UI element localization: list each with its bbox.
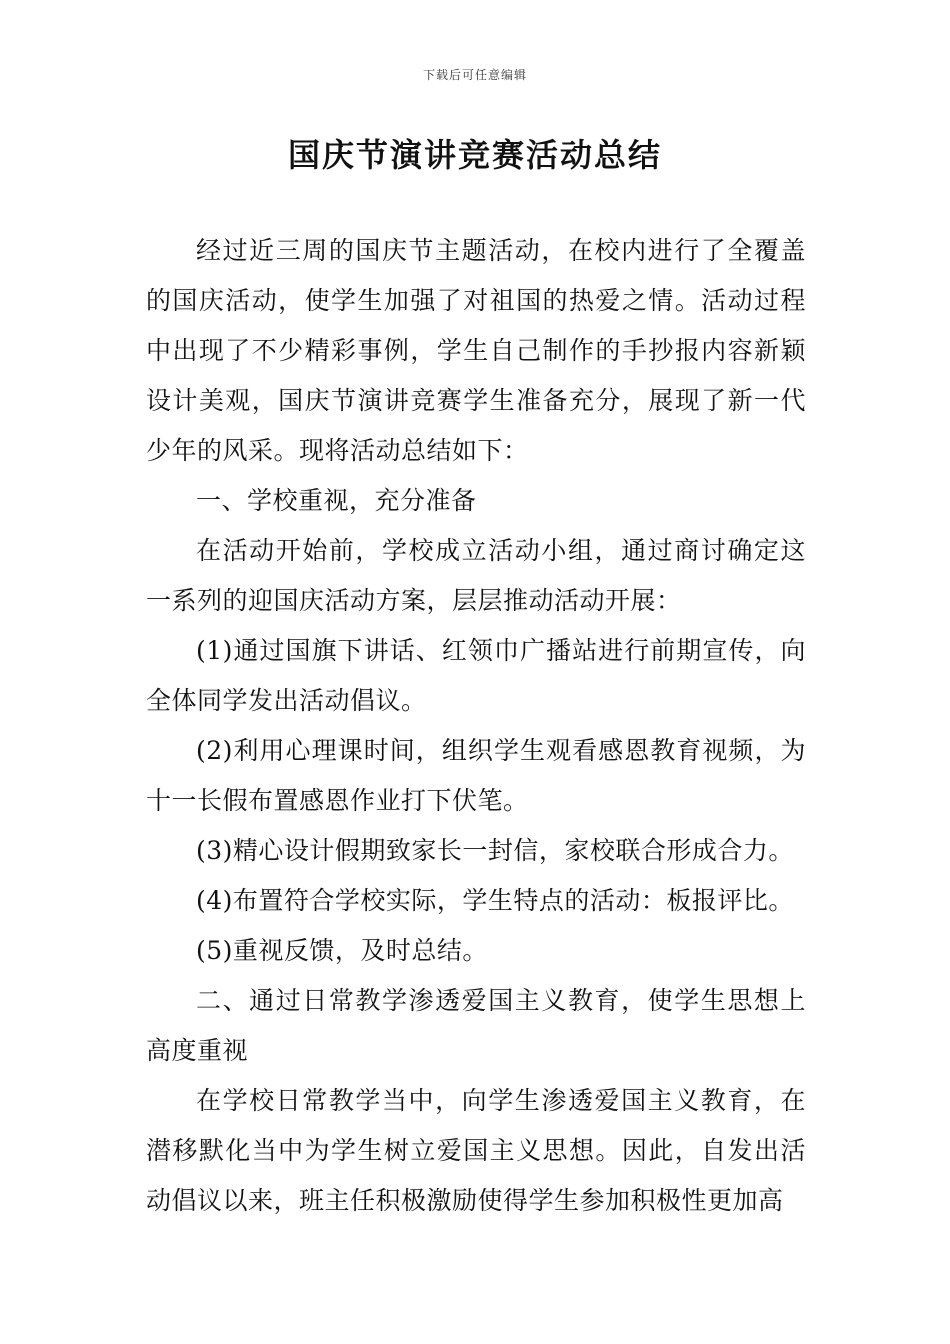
list-item-1: (1)通过国旗下讲话、红领巾广播站进行前期宣传，向全体同学发出活动倡议。 <box>146 636 806 715</box>
list-item-5: (5)重视反馈，及时总结。 <box>196 936 488 965</box>
section-heading-1: 一、学校重视，充分准备 <box>196 486 477 515</box>
document-title: 国庆节演讲竞赛活动总结 <box>287 136 662 174</box>
paragraph-daily-teaching: 在学校日常教学当中，向学生渗透爱国主义教育，在潜移默化当中为学生树立爱国主义思想。因此，自发出活动倡议以来，班主任积极激励使得学生参加积极性更加高 <box>146 1086 806 1215</box>
document-body <box>146 226 806 1226</box>
paragraph-intro: 经过近三周的国庆节主题活动，在校内进行了全覆盖的国庆活动，使学生加强了对祖国的热爱之情。活动过程中出现了不少精彩事例，学生自己制作的手抄报内容新颖设计美观，国庆节演讲竞赛学生准备充分，展现了新一代少年的风采。现将活动总结如下： <box>146 236 806 465</box>
header-note: 下载后可任意编辑 <box>422 68 527 82</box>
list-item-4: (4)布置符合学校实际，学生特点的活动：板报评比。 <box>196 886 794 915</box>
list-item-3: (3)精心设计假期致家长一封信，家校联合形成合力。 <box>196 836 794 865</box>
list-item-2: (2)利用心理课时间，组织学生观看感恩教育视频，为十一长假布置感恩作业打下伏笔。 <box>146 736 806 815</box>
paragraph-preparation: 在活动开始前，学校成立活动小组，通过商讨确定这一系列的迎国庆活动方案，层层推动活动开展： <box>146 536 806 615</box>
section-heading-2: 二、通过日常教学渗透爱国主义教育，使学生思想上高度重视 <box>146 986 806 1065</box>
